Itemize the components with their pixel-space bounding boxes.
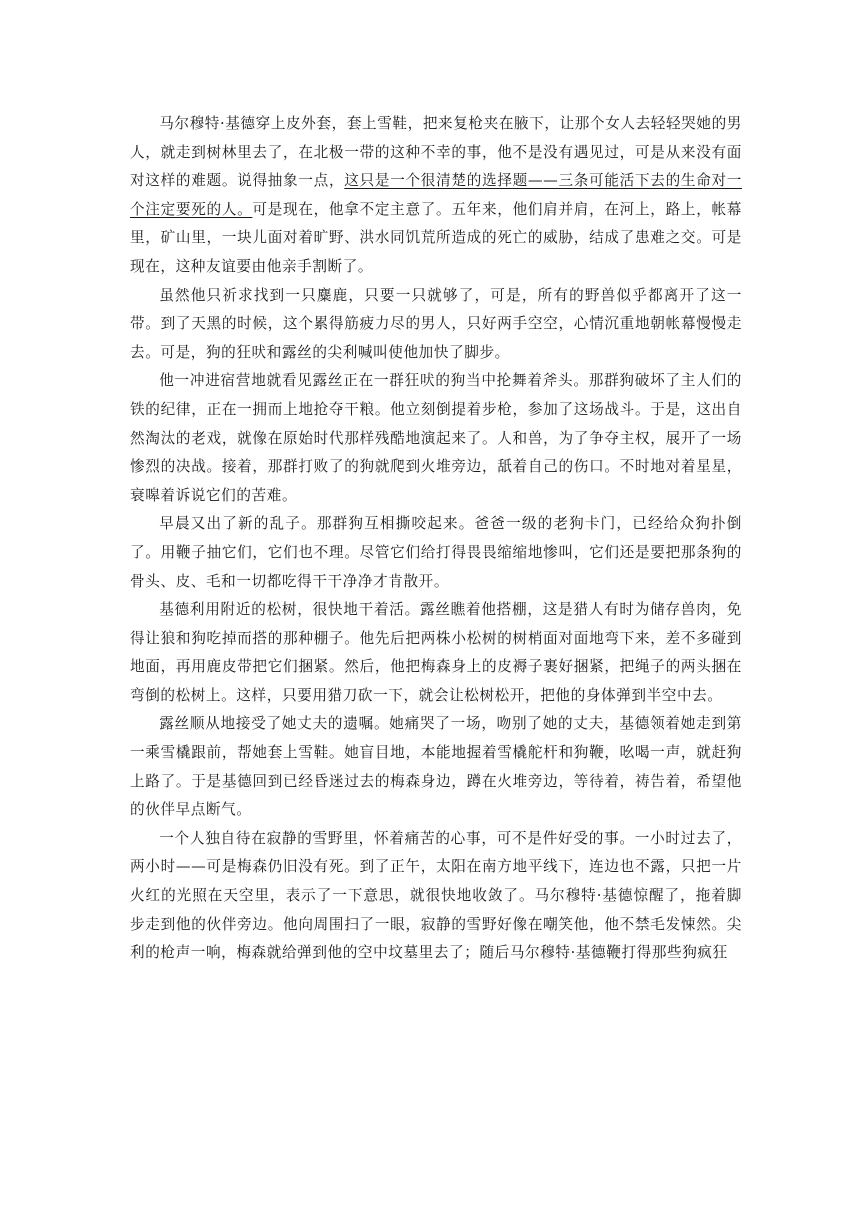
paragraph-6: 露丝顺从地接受了她丈夫的遗嘱。她痛哭了一场，吻别了她的丈夫，基德领着她走到第一乘雪橇跟前，帮她套上雪鞋。她盲目地，本能地握着雪橇舵杆和狗鞭，吆喝一声，就赶狗上路了。于是基德回到已经昏迷过去的梅森身边，蹲在火堆旁边，等待着，祷告着，希望他的伙伴早点断气。	[130, 715, 742, 819]
paragraph-7: 一个人独自待在寂静的雪野里，怀着痛苦的心事，可不是件好受的事。一小时过去了，两小时——可是梅森仍旧没有死。到了正午，太阳在南方地平线下，连边也不露，只把一片火红的光照在天空里，表示了一下意思，就很快地收敛了。马尔穆特·基德惊醒了，拖着脚步走到他的伙伴旁边。他向周围扫了一眼，寂静的雪野好像在嘲笑他，他不禁毛发悚然。尖利的枪声一响，梅森就给弹到他的空中坟墓里去了；随后马尔穆特·基德鞭打得那些狗疯狂	[130, 829, 742, 962]
underlined-sentence: 这只是一个很清楚的选择题——三条可能活下去的生命对一个注定要死的人。	[130, 172, 742, 218]
paragraph-2: 虽然他只祈求找到一只麋鹿，只要一只就够了，可是，所有的野兽似乎都离开了这一带。到了天黑的时候，这个累得筋疲力尽的男人，只好两手空空，心情沉重地朝帐幕慢慢走去。可是，狗的狂吠和露丝的尖利喊叫使他加快了脚步。	[130, 286, 742, 361]
paragraph-1-text-before: 马尔穆特·基德穿上皮外套，套上雪鞋，把来复枪夹在腋下，让那个女人去轻轻哭她的男人，就走到树林里去了，在北极一带的这种不幸的事，他不是没有遇见过，可是从来没有面对这样的难题。说得抽象一点，	[130, 115, 742, 190]
paragraph-1	[130, 110, 742, 282]
story-text	[130, 110, 742, 968]
paragraph-3: 他一冲进宿营地就看见露丝正在一群狂吠的狗当中抡舞着斧头。那群狗破坏了主人们的铁的纪律，正在一拥而上地抢夺干粮。他立刻倒提着步枪，参加了这场战斗。于是，这出自然淘汰的老戏，就像在原始时代那样残酷地演起来了。人和兽，为了争夺主权，展开了一场惨烈的决战。接着，那群打败了的狗就爬到火堆旁边，舐着自己的伤口。不时地对着星星，衰嗥着诉说它们的苦难。	[130, 372, 742, 504]
paragraph-5: 基德利用附近的松树，很快地干着活。露丝瞧着他搭棚，这是猎人有时为储存兽肉，免得让狼和狗吃掉而搭的那种棚子。他先后把两株小松树的树梢面对面地弯下来，差不多碰到地面，再用鹿皮带把它们捆紧。然后，他把梅森身上的皮褥子裹好捆紧，把绳子的两头捆在弯倒的松树上。这样，只要用猎刀砍一下，就会让松树松开，把他的身体弹到半空中去。	[130, 601, 742, 704]
paragraph-1-text-after: 可是现在，他拿不定主意了。五年来，他们肩并肩，在河上，路上，帐幕里，矿山里，一块儿面对着旷野、洪水同饥荒所造成的死亡的威胁，结成了患难之交。可是现在，这种友谊要由他亲手割断了。	[130, 200, 742, 275]
paragraph-4: 早晨又出了新的乱子。那群狗互相撕咬起来。爸爸一级的老狗卡门，已经给众狗扑倒了。用鞭子抽它们，它们也不理。尽管它们给打得畏畏缩缩地惨叫，它们还是要把那条狗的骨头、皮、毛和一切都吃得干干净净才肯散开。	[130, 515, 742, 590]
